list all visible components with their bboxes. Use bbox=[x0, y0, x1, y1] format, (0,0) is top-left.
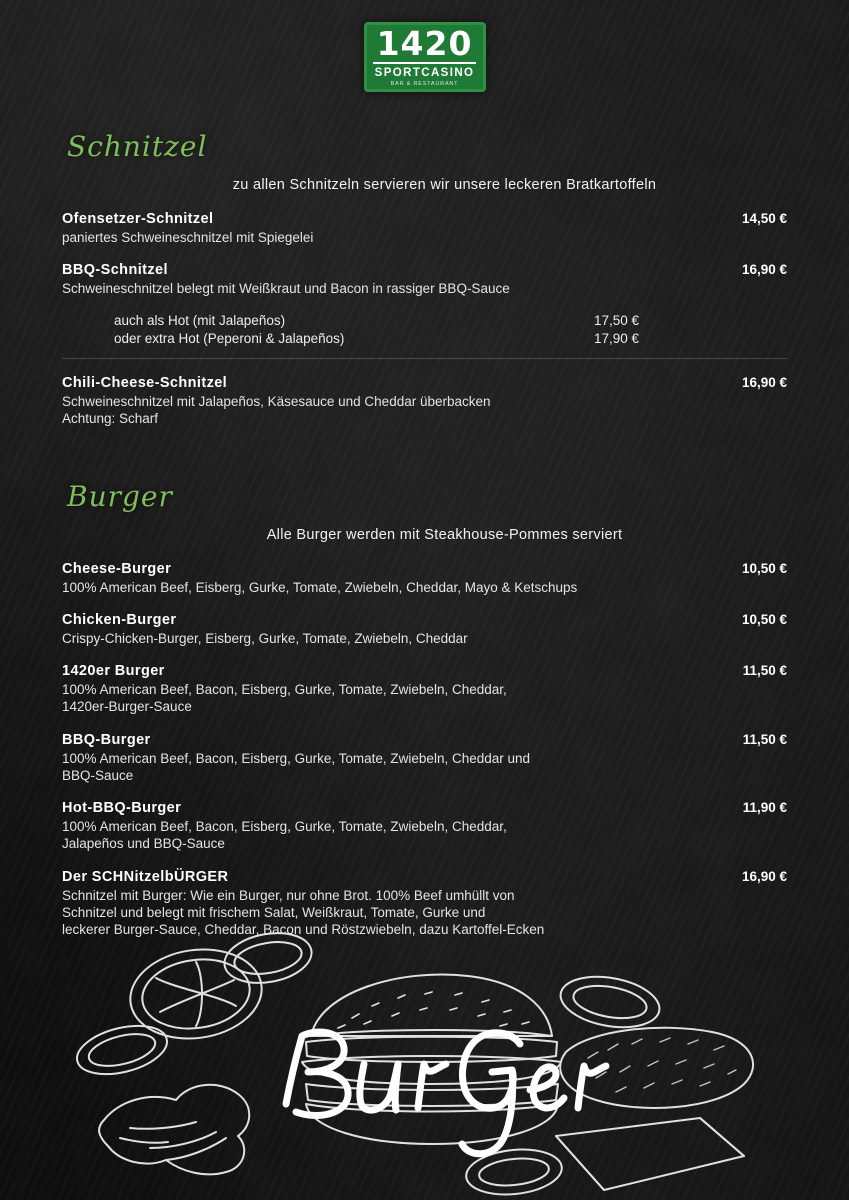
logo-subtitle: BAR & RESTAURANT bbox=[390, 80, 459, 87]
menu-item-price: 16,90 € bbox=[741, 868, 787, 884]
option-label: auch als Hot (mit Jalapeños) bbox=[114, 312, 286, 328]
menu-item-price: 16,90 € bbox=[741, 262, 787, 278]
menu-item-name: 1420er Burger bbox=[62, 663, 165, 680]
menu-item-description bbox=[62, 681, 682, 716]
menu-item-price: 10,50 € bbox=[741, 560, 787, 576]
menu-item-price: 10,50 € bbox=[741, 611, 787, 627]
menu-item-name: BBQ-Schnitzel bbox=[62, 262, 168, 279]
description-line: 100% American Beef, Bacon, Eisberg, Gurke, Tomate, Zwiebeln, Cheddar, bbox=[62, 819, 507, 835]
option-price: 17,90 € bbox=[594, 330, 640, 346]
menu-item-description bbox=[62, 579, 682, 596]
menu-item-price: 16,90 € bbox=[741, 374, 787, 390]
menu-items-burger bbox=[62, 561, 787, 939]
menu-item-name: Hot-BBQ-Burger bbox=[62, 800, 182, 817]
menu-item-head bbox=[62, 732, 787, 748]
menu-item bbox=[62, 800, 787, 853]
section-note-schnitzel: zu allen Schnitzeln servieren wir unsere leckeren Bratkartoffeln bbox=[232, 177, 657, 193]
description-line: BBQ-Sauce bbox=[62, 767, 134, 783]
description-line: Jalapeños und BBQ-Sauce bbox=[62, 836, 225, 852]
menu-item-description bbox=[62, 750, 682, 785]
section-title-burger: Burger bbox=[67, 479, 173, 513]
menu-item-head bbox=[62, 375, 787, 391]
menu-item bbox=[62, 612, 787, 647]
section-divider bbox=[62, 358, 787, 359]
menu-item-description bbox=[62, 229, 682, 246]
burger-chalk-illustration bbox=[0, 932, 849, 1200]
menu-item-head bbox=[62, 800, 787, 816]
description-line: 100% American Beef, Bacon, Eisberg, Gurke, Tomate, Zwiebeln, Cheddar und bbox=[62, 750, 531, 766]
menu-item-name: Chili-Cheese-Schnitzel bbox=[62, 374, 228, 391]
description-line: 100% American Beef, Bacon, Eisberg, Gurke, Tomate, Zwiebeln, Cheddar, bbox=[62, 682, 507, 698]
logo-wordmark: SPORTCASINO bbox=[374, 67, 475, 79]
menu-item-name: Cheese-Burger bbox=[62, 560, 172, 577]
menu-item-price: 11,50 € bbox=[742, 731, 787, 747]
option-row bbox=[114, 312, 787, 330]
menu-item bbox=[62, 262, 787, 359]
menu-item-name: BBQ-Burger bbox=[62, 731, 151, 748]
description-line: leckerer Burger-Sauce, Cheddar, Bacon und Röstzwiebeln, dazu Kartoffel-Ecken bbox=[62, 922, 545, 938]
logo-wrapper bbox=[0, 0, 849, 92]
brand-logo bbox=[364, 22, 486, 92]
menu-item-head bbox=[62, 612, 787, 628]
description-line: Schnitzel und belegt mit frischem Salat, Weißkraut, Tomate, Gurke und bbox=[62, 904, 486, 920]
description-line: Schweineschnitzel belegt mit Weißkraut und Bacon in rassiger BBQ-Sauce bbox=[62, 281, 510, 297]
menu-item-description bbox=[62, 818, 682, 853]
option-price: 17,50 € bbox=[594, 312, 640, 328]
description-line: Schweineschnitzel mit Jalapeños, Käsesauce und Cheddar überbacken bbox=[62, 393, 491, 409]
menu-items-schnitzel bbox=[62, 211, 787, 428]
description-line: Achtung: Scharf bbox=[62, 411, 159, 427]
menu-item bbox=[62, 561, 787, 596]
menu-item bbox=[62, 663, 787, 716]
menu-item-head bbox=[62, 561, 787, 577]
menu-item bbox=[62, 869, 787, 939]
menu-item-head bbox=[62, 262, 787, 278]
section-title-schnitzel: Schnitzel bbox=[67, 130, 208, 163]
section-burger bbox=[0, 480, 849, 939]
description-line: paniertes Schweineschnitzel mit Spiegelei bbox=[62, 230, 314, 245]
description-line: 1420er-Burger-Sauce bbox=[62, 699, 192, 715]
menu-item-description bbox=[62, 630, 682, 647]
menu-item-description bbox=[62, 280, 682, 297]
description-line: Schnitzel mit Burger: Wie ein Burger, nur ohne Brot. 100% Beef umhüllt von bbox=[62, 887, 515, 903]
menu-item bbox=[62, 732, 787, 785]
description-line: Crispy-Chicken-Burger, Eisberg, Gurke, Tomate, Zwiebeln, Cheddar bbox=[62, 630, 468, 646]
description-line: 100% American Beef, Eisberg, Gurke, Tomate, Zwiebeln, Cheddar, Mayo & Ketschups bbox=[62, 579, 578, 595]
option-label: oder extra Hot (Peperoni & Jalapeños) bbox=[114, 330, 345, 346]
menu-item bbox=[62, 211, 787, 246]
section-schnitzel bbox=[0, 130, 849, 428]
menu-item-price: 11,50 € bbox=[742, 663, 787, 679]
menu-item bbox=[62, 375, 787, 428]
menu-item-name: Ofensetzer-Schnitzel bbox=[62, 211, 214, 227]
menu-item-price: 11,90 € bbox=[742, 800, 787, 816]
menu-item-head bbox=[62, 211, 787, 227]
menu-item-description bbox=[62, 393, 682, 428]
menu-item-description bbox=[62, 887, 682, 939]
menu-item-head bbox=[62, 663, 787, 679]
menu-item-price: 14,50 € bbox=[741, 211, 787, 226]
menu-item-name: Der SCHNitzelbÜRGER bbox=[62, 868, 229, 885]
logo-number: 1420 bbox=[373, 27, 477, 64]
menu-item-options bbox=[62, 312, 787, 348]
menu-item-name: Chicken-Burger bbox=[62, 611, 177, 628]
option-row bbox=[114, 330, 787, 348]
section-note-burger: Alle Burger werden mit Steakhouse-Pommes serviert bbox=[266, 526, 623, 543]
menu-item-head bbox=[62, 869, 787, 885]
